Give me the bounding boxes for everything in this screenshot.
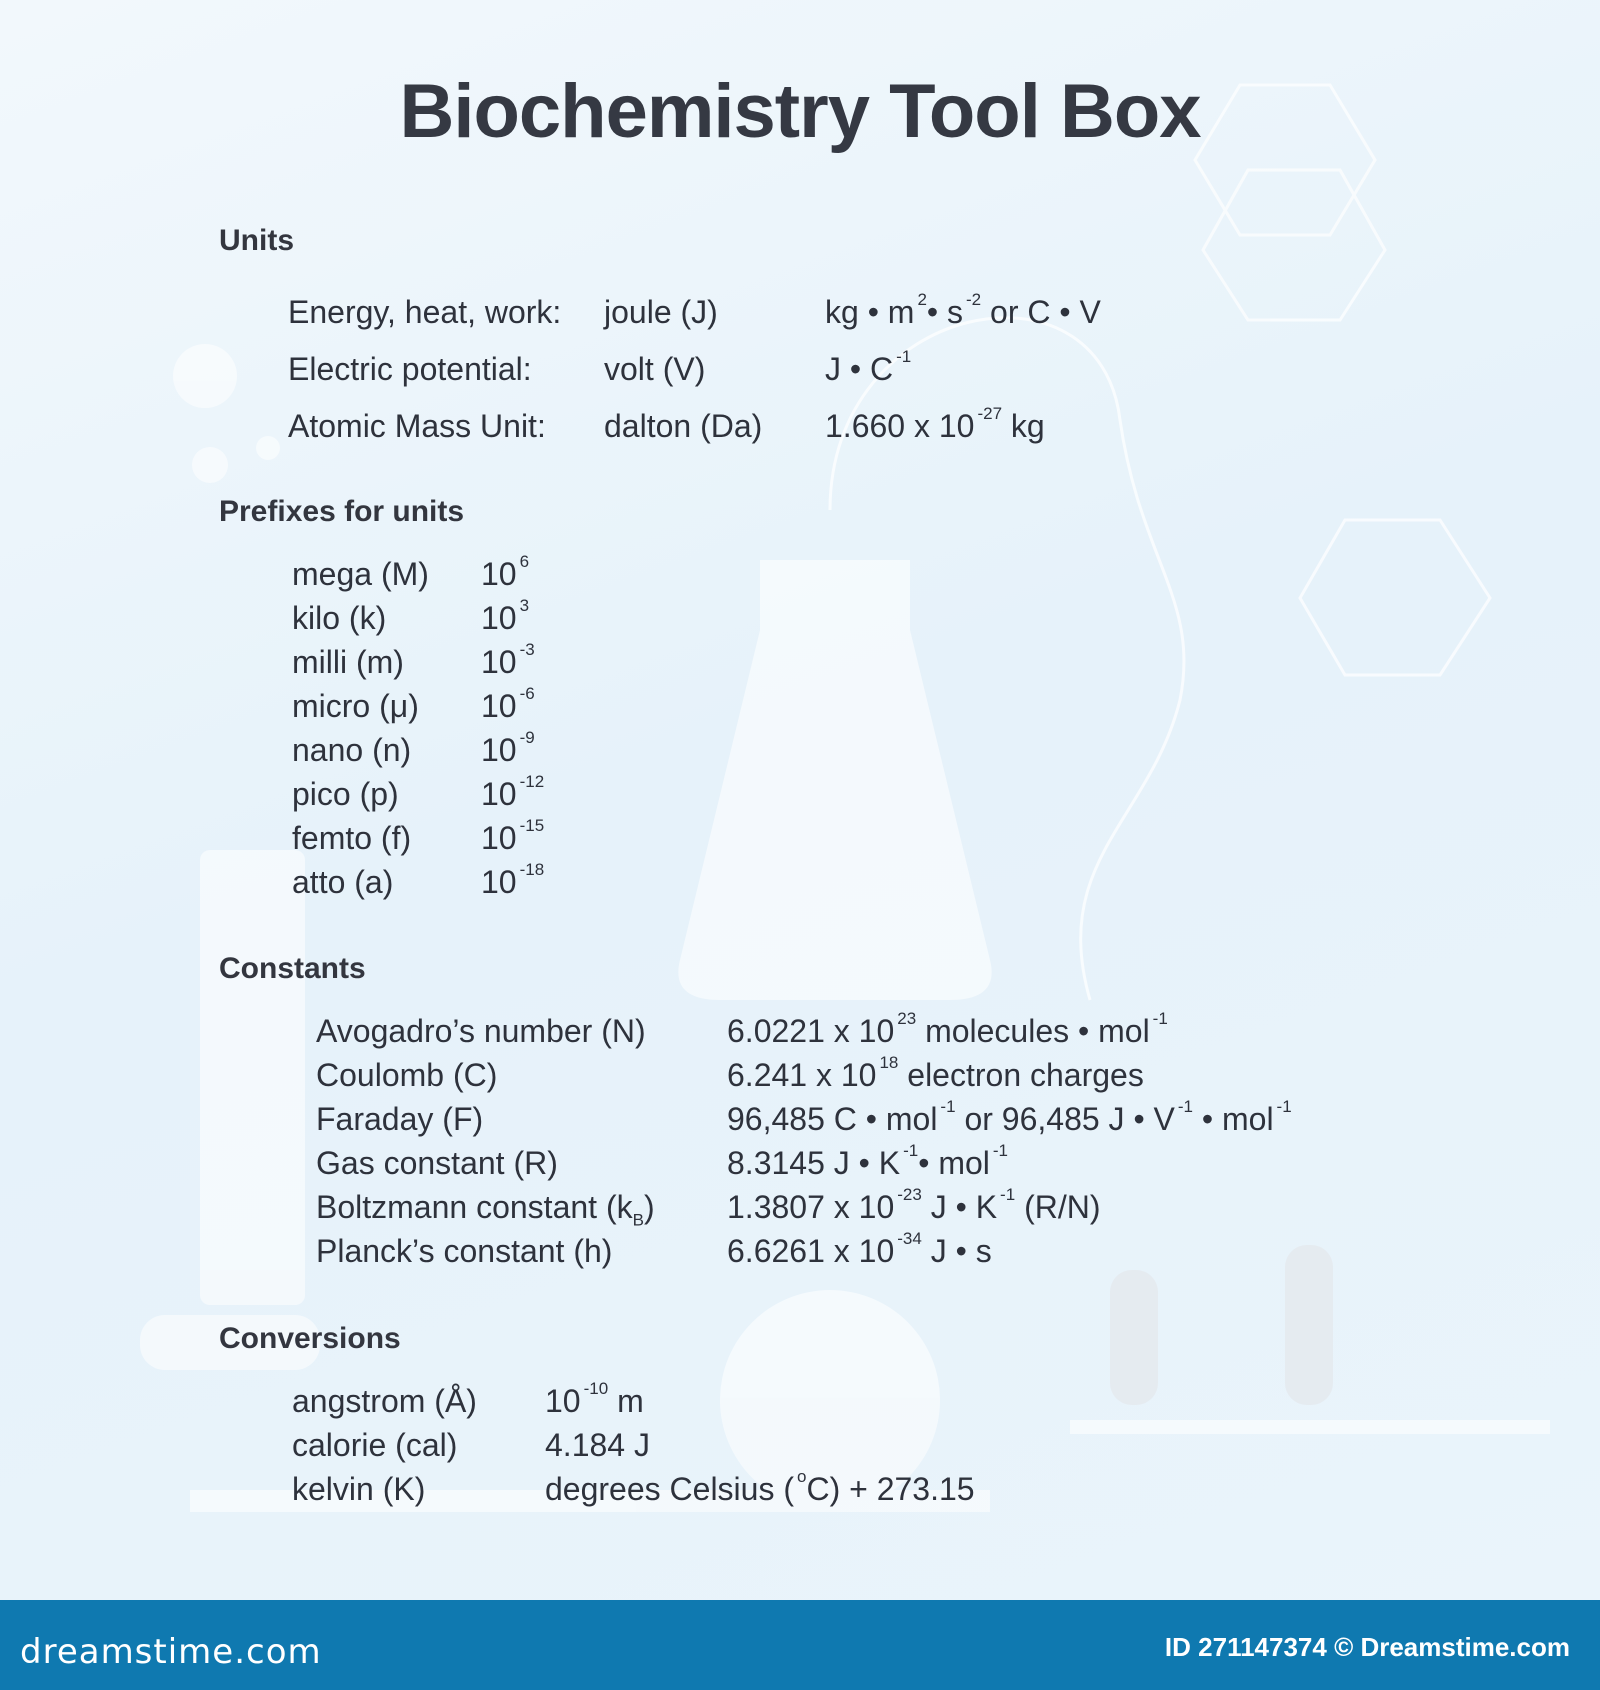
superscript: -3 (519, 640, 535, 659)
superscript: -1 (992, 1141, 1008, 1160)
value-text: electron charges (898, 1057, 1144, 1093)
constants-row (0, 1009, 1600, 1053)
name-text: nano (n) (292, 732, 412, 768)
prefixes-row (0, 772, 1600, 816)
prefixes-heading: Prefixes for units (219, 495, 465, 528)
value-text: 10 (481, 732, 517, 768)
row-name (316, 1057, 497, 1094)
superscript: -9 (519, 728, 535, 747)
conversions-row (0, 1379, 1600, 1423)
row-name (288, 408, 546, 445)
value-text: (R/N) (1015, 1189, 1101, 1225)
name-text: Coulomb (C) (316, 1057, 498, 1093)
row-name (316, 1145, 558, 1182)
constants-row (0, 1185, 1600, 1230)
superscript: -1 (1177, 1097, 1193, 1116)
superscript: 6 (519, 552, 530, 571)
footer-bar (0, 1600, 1600, 1690)
units-row (0, 404, 1600, 448)
value-text: 6.241 x 10 (727, 1057, 877, 1093)
conversions-row (0, 1427, 1600, 1467)
value-text: kg • m (825, 294, 915, 330)
row-name (292, 600, 386, 637)
row-name (292, 1471, 425, 1508)
row-value (481, 772, 545, 813)
row-name (292, 644, 404, 681)
constants-row (0, 1097, 1600, 1141)
row-value (481, 728, 535, 769)
value-text: • s (926, 294, 963, 330)
prefixes-row (0, 640, 1600, 684)
conversions-row (0, 1467, 1600, 1511)
superscript: -12 (519, 772, 545, 791)
value-text: J • C (825, 351, 894, 387)
constants-row (0, 1141, 1600, 1185)
name-text: mega (M) (292, 556, 429, 592)
row-value (481, 816, 545, 857)
superscript: 18 (879, 1053, 899, 1072)
row-value (545, 1379, 644, 1420)
units-row (0, 347, 1600, 391)
row-name (292, 732, 411, 769)
value-text: 10 (481, 688, 517, 724)
row-value (727, 1141, 1008, 1182)
row-unit: dalton (Da) (604, 408, 763, 444)
name-text: Avogadro’s number (N) (316, 1013, 646, 1049)
row-value (481, 552, 530, 593)
superscript: -27 (977, 404, 1003, 423)
row-name (292, 864, 393, 901)
value-text: or 96,485 J • V (955, 1101, 1175, 1137)
value-text: 10 (545, 1383, 581, 1419)
value-text: 10 (481, 556, 517, 592)
row-value (727, 1053, 1144, 1094)
superscript: -2 (966, 290, 982, 309)
superscript: -1 (1000, 1185, 1016, 1204)
conversions-heading: Conversions (219, 1322, 401, 1355)
superscript: -6 (519, 684, 535, 703)
row-unit: joule (J) (604, 294, 718, 330)
image-id-text: ID 271147374 © Dreamstime.com (1164, 1632, 1570, 1662)
name-text: femto (f) (292, 820, 412, 856)
value-text: 1.3807 x 10 (727, 1189, 895, 1225)
value-text: 1.660 x 10 (825, 408, 975, 444)
name-text: pico (p) (292, 776, 399, 812)
prefixes-row (0, 860, 1600, 904)
name-text: Faraday (F) (316, 1101, 484, 1137)
prefixes-row (0, 816, 1600, 860)
row-name (316, 1189, 655, 1230)
superscript: -10 (583, 1379, 609, 1398)
row-name (292, 1427, 457, 1464)
value-text: or C • V (981, 294, 1101, 330)
brand-logo[interactable]: dreamstime.com (20, 1632, 322, 1672)
name-text: milli (m) (292, 644, 404, 680)
name-text: angstrom (Å) (292, 1383, 477, 1419)
name-text: atto (a) (292, 864, 394, 900)
name-text: Energy, heat, work: (288, 294, 562, 330)
row-value (727, 1229, 992, 1270)
superscript: -1 (940, 1097, 956, 1116)
name-text: Electric potential: (288, 351, 532, 387)
superscript: o (797, 1467, 807, 1486)
superscript: -1 (896, 347, 912, 366)
name-text: Planck’s constant (h) (316, 1233, 613, 1269)
value-text: C) + 273.15 (806, 1471, 975, 1507)
row-value (727, 1009, 1168, 1050)
row-value (481, 684, 535, 725)
row-value (825, 347, 912, 388)
constants-row (0, 1053, 1600, 1097)
superscript: -1 (1152, 1009, 1168, 1028)
superscript: -1 (1276, 1097, 1292, 1116)
row-value (481, 596, 530, 637)
superscript: -1 (903, 1141, 919, 1160)
superscript: -23 (897, 1185, 922, 1204)
value-text: 10 (481, 600, 517, 636)
row-value (481, 860, 545, 901)
value-text: • mol (918, 1145, 990, 1181)
superscript: -18 (519, 860, 545, 879)
prefixes-row (0, 552, 1600, 596)
row-name (292, 776, 399, 813)
superscript: 3 (519, 596, 530, 615)
superscript: 2 (917, 290, 927, 309)
value-text: • mol (1193, 1101, 1274, 1137)
row-value (727, 1097, 1292, 1138)
value-text: degrees Celsius ( (545, 1471, 794, 1507)
page-title: Biochemistry Tool Box (399, 69, 1201, 154)
row-name (288, 351, 532, 388)
value-text: 96,485 C • mol (727, 1101, 938, 1137)
row-name (288, 294, 561, 331)
row-value (481, 640, 535, 681)
constants-row (0, 1229, 1600, 1273)
value-text: molecules • mol (916, 1013, 1150, 1049)
value-text: 8.3145 J • K (727, 1145, 901, 1181)
value-text: 6.6261 x 10 (727, 1233, 895, 1269)
row-value (545, 1467, 975, 1508)
value-text: J • K (921, 1189, 998, 1225)
row-name (292, 688, 419, 725)
row-value (825, 290, 1101, 331)
name-text: Gas constant (R) (316, 1145, 558, 1181)
name-text: Boltzmann constant (k (316, 1189, 633, 1225)
row-name (292, 1383, 477, 1420)
name-text: kilo (k) (292, 600, 387, 636)
value-text: 4.184 J (545, 1427, 650, 1463)
units-row (0, 290, 1600, 334)
row-name (292, 820, 411, 857)
value-text: 10 (481, 820, 517, 856)
value-text: 6.0221 x 10 (727, 1013, 895, 1049)
name-end: ) (643, 1189, 655, 1225)
value-text: 10 (481, 864, 517, 900)
name-text: calorie (cal) (292, 1427, 458, 1463)
superscript: 23 (897, 1009, 917, 1028)
value-text: 10 (481, 776, 517, 812)
superscript: -15 (519, 816, 545, 835)
name-text: Atomic Mass Unit: (288, 408, 546, 444)
row-name (316, 1101, 483, 1138)
prefixes-row (0, 684, 1600, 728)
name-subscript: B (632, 1210, 644, 1230)
units-heading: Units (219, 224, 294, 257)
row-unit: volt (V) (604, 351, 706, 387)
row-value (825, 404, 1045, 445)
prefixes-row (0, 728, 1600, 772)
prefixes-row (0, 596, 1600, 640)
constants-heading: Constants (219, 952, 366, 985)
row-value (727, 1185, 1101, 1226)
value-text: J • s (921, 1233, 992, 1269)
value-text: m (608, 1383, 644, 1419)
name-text: micro (μ) (292, 688, 419, 724)
value-text: kg (1002, 408, 1045, 444)
row-name (292, 556, 429, 593)
value-text: 10 (481, 644, 517, 680)
row-name (316, 1013, 646, 1050)
row-value (545, 1427, 650, 1464)
row-name (316, 1233, 612, 1270)
name-text: kelvin (K) (292, 1471, 426, 1507)
superscript: -34 (897, 1229, 922, 1248)
